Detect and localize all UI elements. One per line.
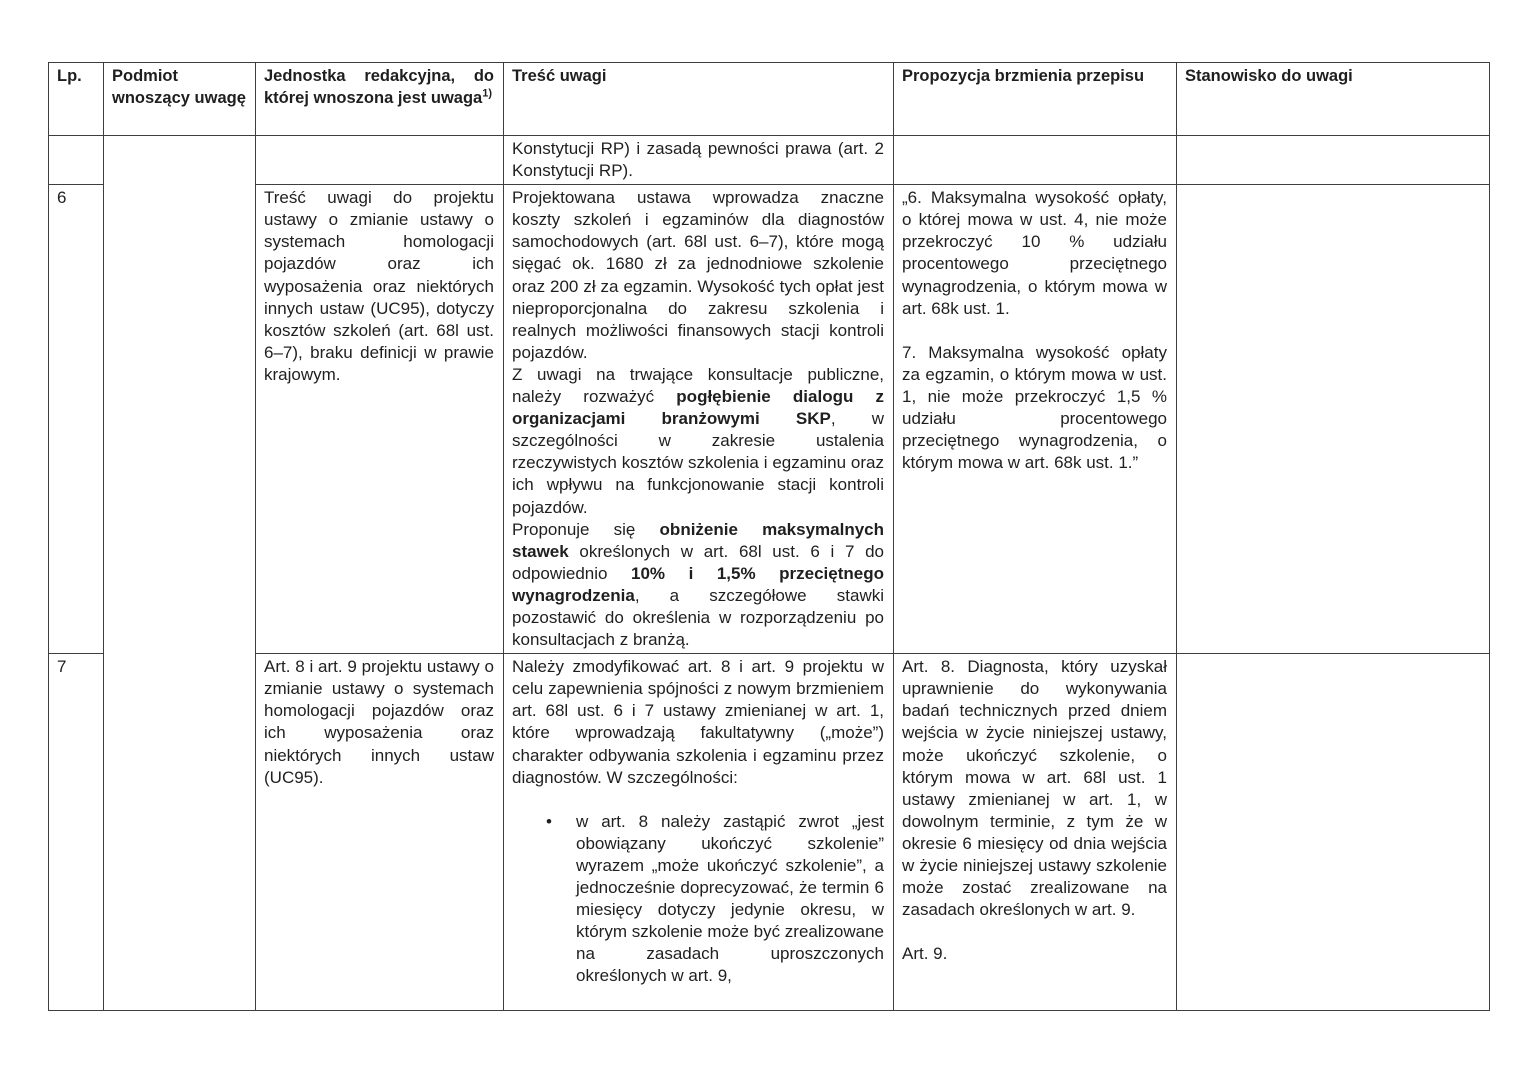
- cell-lp-7: 7: [49, 654, 104, 1011]
- col-header-lp: [49, 63, 104, 136]
- cell-propozycja-cont: [894, 136, 1177, 185]
- col-header-tresc: [504, 63, 894, 136]
- paragraph-spacer: [902, 921, 1167, 943]
- col-header-stanowisko: [1177, 63, 1490, 136]
- header-row: [49, 63, 1490, 136]
- col-header-jednostka: [256, 63, 504, 136]
- col-header-podmiot: [104, 63, 256, 136]
- paragraph: Art. 9.: [902, 944, 948, 964]
- cell-lp-cont: [49, 136, 104, 185]
- paragraph: Projektowana ustawa wprowadza znaczne koszty szkoleń i egzaminów dla diagnostów samochodowych (art. 68l ust. 6–7), które mogą sięgać ok. 1680 zł za jednodniowe szkolenie oraz 200 zł za egzamin. Wysokość tych opłat jest nieproporcjonalna do zakresu szkolenia i realnych możliwości finansowych stacji kontroli pojazdów.: [512, 188, 884, 362]
- paragraph: Propozycja brzmienia przepisu: [902, 67, 1145, 85]
- row-continuation: [49, 136, 1490, 185]
- uwagi-table: [48, 62, 1490, 1011]
- paragraph: Jednostka redakcyjna, do której wnoszona jest uwaga$^{1)}$: [264, 67, 494, 108]
- cell-jednostka-7: [256, 654, 504, 1011]
- cell-tresc-6: [504, 185, 894, 654]
- document-page: [48, 62, 1489, 1011]
- paragraph: Art. 8 i art. 9 projektu ustawy o zmianie ustawy o systemach homologacji pojazdów oraz ich wyposażenia oraz niektórych innych ustaw (UC95).: [264, 657, 494, 787]
- bullet-icon: •: [546, 811, 552, 831]
- cell-jednostka-6: [256, 185, 504, 654]
- cell-propozycja-6: [894, 185, 1177, 654]
- paragraph: Treść uwagi do projektu ustawy o zmianie ustawy o systemach homologacji pojazdów oraz ich wyposażenia oraz niektórych innych ustaw (UC95), dotyczy kosztów szkoleń (art. 68l ust. 6–7), braku definicji w prawie krajowym.: [264, 188, 494, 384]
- paragraph: Treść uwagi: [512, 67, 607, 85]
- cell-stanowisko-cont: [1177, 136, 1490, 185]
- paragraph: Podmiot wnoszący uwagę: [112, 67, 246, 108]
- row-7: [49, 654, 1490, 1011]
- row-6: [49, 185, 1490, 654]
- paragraph: Art. 8. Diagnosta, który uzyskał uprawnienie do wykonywania badań technicznych przed dniem wejścia w życie niniejszej ustawy, może ukończyć szkolenie, o którym mowa w art. 68l ust. 1 ustawy zmienianej w art. 1, w dowolnym terminie, z tym że w okresie 6 miesięcy od dnia wejścia w życie niniejszej ustawy szkolenie może zostać zrealizowane na zasadach określonych w art. 9.: [902, 657, 1167, 920]
- paragraph: Konstytucji RP) i zasadą pewności prawa (art. 2 Konstytucji RP).: [512, 139, 884, 181]
- cell-propozycja-7: [894, 654, 1177, 1011]
- bullet-text: w art. 8 należy zastąpić zwrot „jest obowiązany ukończyć szkolenie” wyrazem „może ukończyć szkolenie”, a jednocześnie doprecyzować, że termin 6 miesięcy dotyczy jedynie okresu, w którym szkolenie może być zrealizowane na zasadach uproszczonych określonych w art. 9,: [576, 811, 885, 986]
- paragraph: Lp.: [57, 67, 82, 85]
- paragraph: Proponuje się obniżenie maksymalnych stawek określonych w art. 68l ust. 6 i 7 do odpowiednio 10% i 1,5% przeciętnego wynagrodzenia, a szczegółowe stawki pozostawić do określenia w rozporządzeniu po konsultacjach z branżą.: [512, 519, 884, 650]
- paragraph-spacer: [902, 320, 1167, 342]
- paragraph: Z uwagi na trwające konsultacje publiczne, należy rozważyć pogłębienie dialogu z organizacjami branżowymi SKP, w szczególności w zakresie ustalenia rzeczywistych kosztów szkolenia i egzaminu oraz ich wpływu na funkcjonowanie stacji kontroli pojazdów.: [512, 364, 884, 517]
- paragraph-spacer: [512, 789, 884, 811]
- cell-tresc-cont: [504, 136, 894, 185]
- cell-jednostka-cont: [256, 136, 504, 185]
- col-header-propozycja: [894, 63, 1177, 136]
- cell-stanowisko-7: [1177, 654, 1490, 1011]
- cell-podmiot-merged: [104, 136, 256, 1011]
- cell-tresc-7: [504, 654, 894, 1011]
- cell-stanowisko-6: [1177, 185, 1490, 654]
- paragraph: „6. Maksymalna wysokość opłaty, o której mowa w ust. 4, nie może przekroczyć 10 % udziału procentowego przeciętnego wynagrodzenia, o którym mowa w art. 68k ust. 1.: [902, 188, 1167, 318]
- paragraph: 7. Maksymalna wysokość opłaty za egzamin, o którym mowa w ust. 1, nie może przekroczyć 1,5 % udziału procentowego przeciętnego wynagrodzenia, o którym mowa w art. 68k ust. 1.”: [902, 342, 1167, 473]
- paragraph: Należy zmodyfikować art. 8 i art. 9 projektu w celu zapewnienia spójności z nowym brzmieniem art. 68l ust. 6 i 7 ustawy zmienianej w art. 1, które wprowadzają fakultatywny („może”) charakter odbywania szkolenia i egzaminu przez diagnostów. W szczególności:: [512, 657, 884, 787]
- bullet-item: [512, 811, 884, 988]
- cell-lp-6: 6: [49, 185, 104, 654]
- paragraph: Stanowisko do uwagi: [1185, 67, 1353, 85]
